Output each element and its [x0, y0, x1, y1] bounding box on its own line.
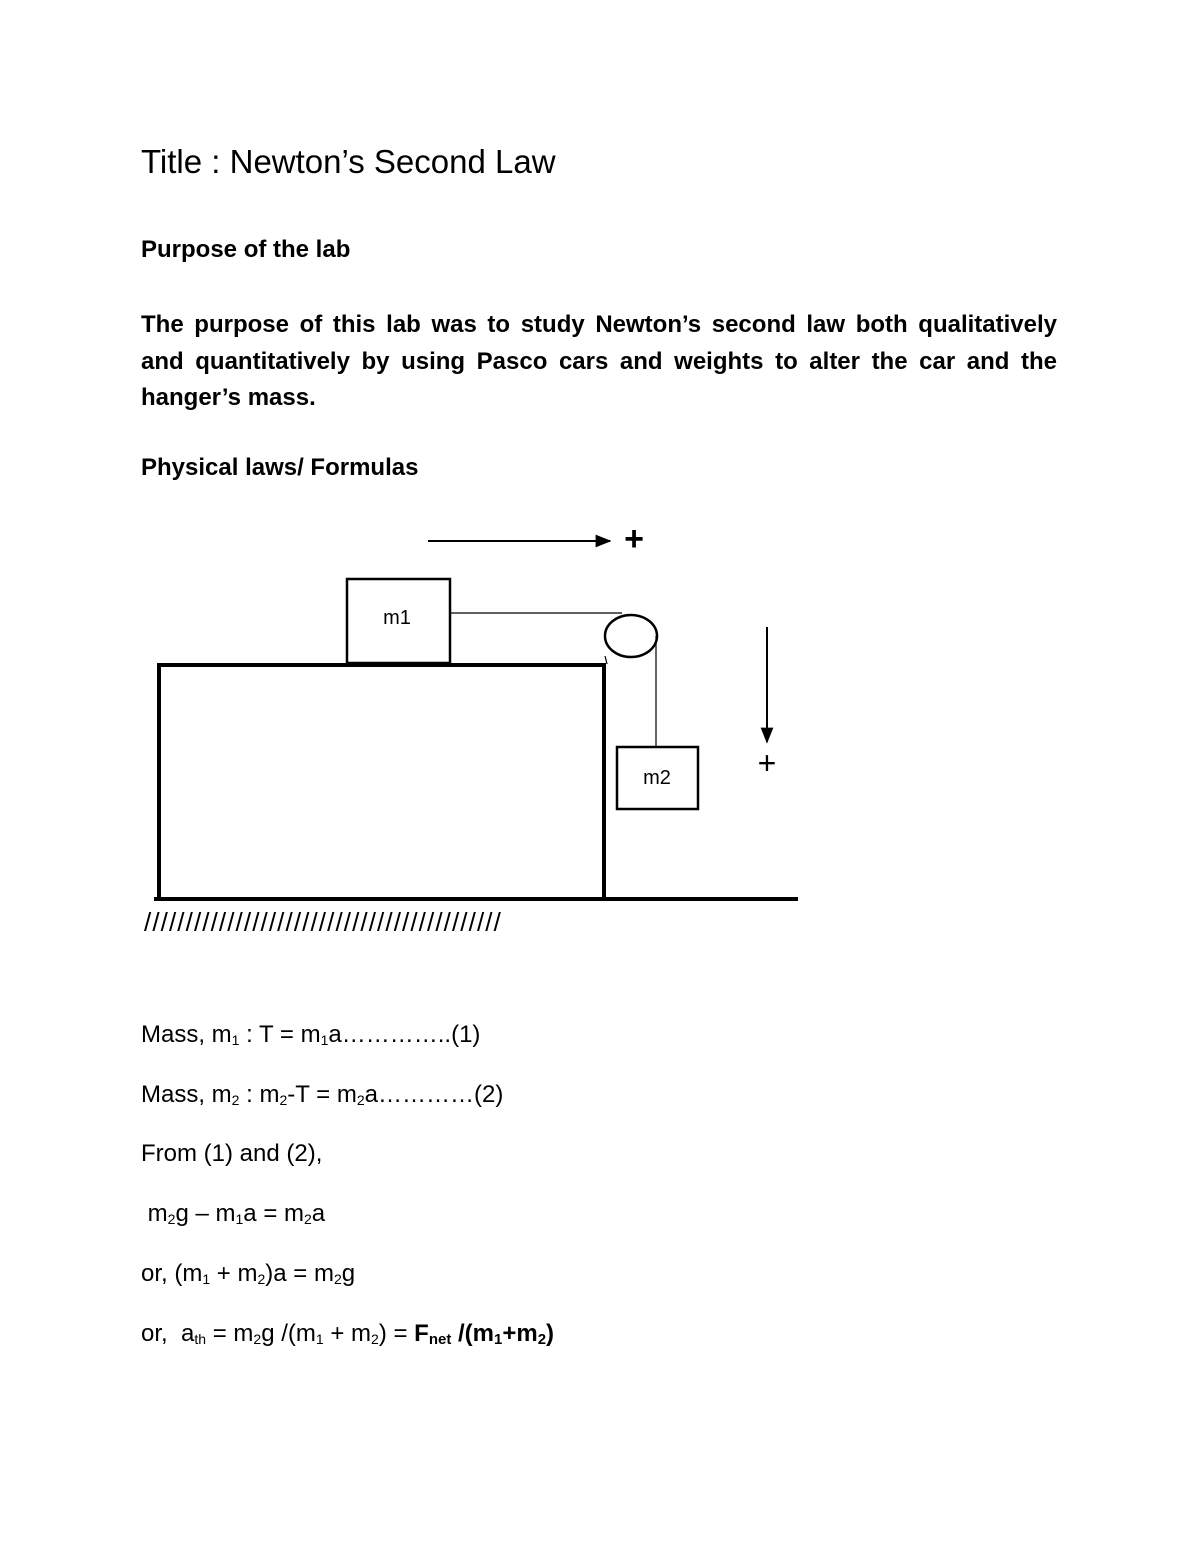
equation-5: or, $(m_1 + m_2)a = m_2g$ [141, 1260, 356, 1287]
laws-heading: Physical laws/ Formulas [141, 454, 419, 481]
equation-4: $m_2g - m_1a = m_2a$ [141, 1200, 326, 1227]
equation-6: or, $a_{th} = m_2g$ $/(m_1 + m_2) = F_{net}$ $/(m_1+m_2)$ [141, 1320, 555, 1348]
equation-2: Mass, $m_2$ : $m_2-T$ = $m_2a\dots\dots\dots\dots(2)$ [141, 1081, 504, 1108]
atwood-table-diagram [140, 520, 820, 940]
table [159, 665, 604, 899]
mass-2-label: m2 [643, 767, 671, 789]
equation-1: Mass, $m_1$ : $T = m_1a\dots\dots\dots\dots..(1)$ [141, 1021, 481, 1048]
pulley-bracket [605, 656, 607, 664]
mass-1-label: m1 [383, 607, 411, 629]
ground-hatching: /////////////////////////////////////////// [144, 907, 502, 937]
purpose-paragraph: The purpose of this lab was to study Newton’s second law both qualitatively and quantitatively by using Pasco cars and weights to alter the car and the hanger’s mass. [141, 311, 1057, 411]
equation-intro: From (1) and (2), [141, 1140, 323, 1167]
purpose-heading: Purpose of the lab [141, 236, 351, 263]
net-force-expression: $F_{net}$ $/(m_1+m_2)$ [414, 1320, 555, 1348]
document-title: Title : Newton’s Second Law [141, 143, 556, 180]
positive-down-sign: + [757, 745, 777, 781]
positive-right-sign: + [624, 520, 644, 558]
pulley [605, 615, 657, 657]
